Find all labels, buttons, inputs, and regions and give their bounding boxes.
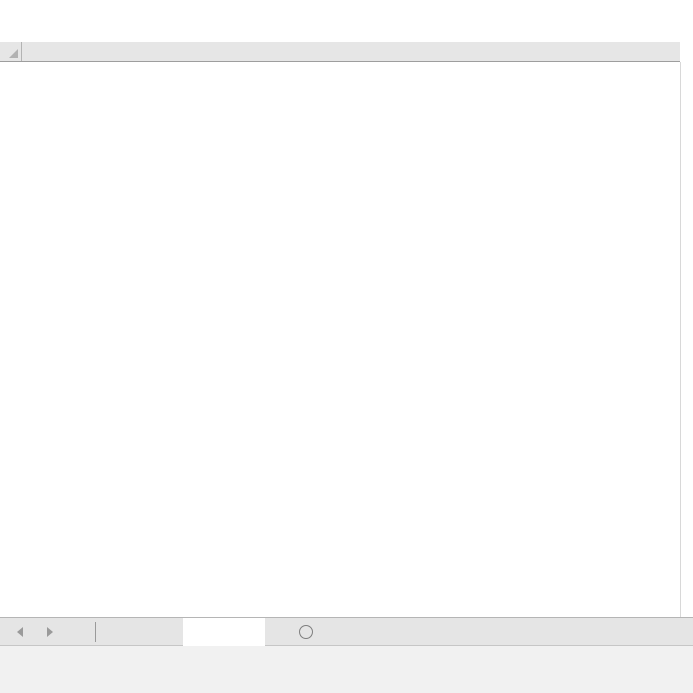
add-sheet-button[interactable] [299, 625, 313, 639]
sheet-nav-next-button[interactable] [42, 624, 58, 640]
sheet-nav-prev-button[interactable] [12, 624, 28, 640]
status-bar [0, 646, 693, 693]
sheet-tab-singlestep[interactable] [96, 618, 183, 646]
sheet-tab-multistep[interactable] [183, 618, 265, 646]
used-range-edge [680, 62, 681, 617]
prev-arrow-icon [17, 627, 23, 637]
next-arrow-icon [47, 627, 53, 637]
sheet-tab-bar [0, 617, 693, 646]
